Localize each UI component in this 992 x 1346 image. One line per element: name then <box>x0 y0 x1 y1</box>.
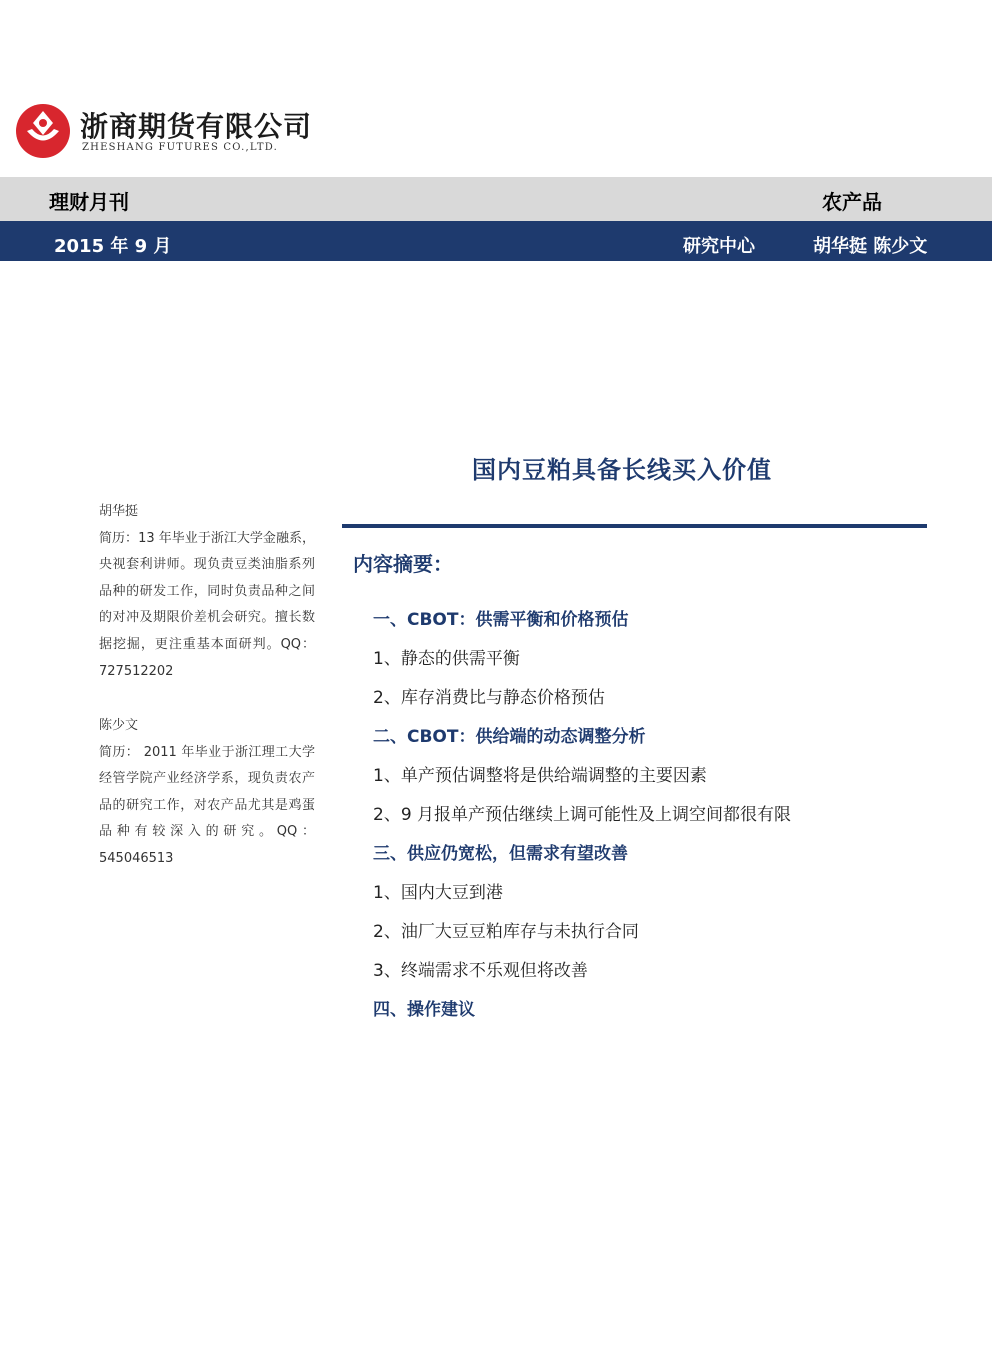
outline-subsection: 1、国内大豆到港 <box>373 883 503 903</box>
company-name-en: ZHESHANG FUTURES CO.,LTD. <box>82 142 278 153</box>
author-name: 胡华挺 <box>99 504 139 519</box>
outline-section: 四、操作建议 <box>373 1000 475 1020</box>
outline-subsection: 2、库存消费比与静态价格预估 <box>373 688 605 708</box>
department: 研究中心 <box>683 236 755 257</box>
author-names: 胡华挺 陈少文 <box>813 236 928 257</box>
date-author-bar <box>0 221 992 261</box>
outline-section: 一、CBOT：供需平衡和价格预估 <box>373 610 629 630</box>
outline-subsection: 3、终端需求不乐观但将改善 <box>373 961 588 981</box>
title-divider <box>342 524 927 528</box>
report-title: 国内豆粕具备长线买入价值 <box>472 456 772 484</box>
report-category: 农产品 <box>822 190 882 214</box>
report-date: 2015 年 9 月 <box>54 236 172 257</box>
outline-subsection: 2、9 月报单产预估继续上调可能性及上调空间都很有限 <box>373 805 792 825</box>
author-name: 陈少文 <box>99 718 139 733</box>
publication-name: 理财月刊 <box>49 190 129 214</box>
outline-section: 三、供应仍宽松，但需求有望改善 <box>373 844 628 864</box>
publication-bar <box>0 177 992 221</box>
outline-subsection: 2、油厂大豆豆粕库存与未执行合同 <box>373 922 639 942</box>
outline-section: 二、CBOT：供给端的动态调整分析 <box>373 727 646 747</box>
outline-subsection: 1、单产预估调整将是供给端调整的主要因素 <box>373 766 707 786</box>
author-bio: 简历： 2011 年毕业于浙江理工大学经管学院产业经济学系，现负责农产品的研究工作，对农产品尤其是鸡蛋品种有较深入的研究。QQ：545046513 <box>99 744 315 866</box>
author-profile <box>99 713 315 873</box>
zheshang-logo-icon <box>14 102 72 160</box>
summary-heading: 内容摘要： <box>353 552 453 576</box>
outline-subsection: 1、静态的供需平衡 <box>373 649 520 669</box>
author-profile <box>99 499 315 685</box>
summary-outline <box>373 603 933 1032</box>
company-name-cn: 浙商期货有限公司 <box>80 110 313 143</box>
company-logo <box>14 102 314 160</box>
author-bio: 简历：13 年毕业于浙江大学金融系，央视套利讲师。现负责豆类油脂系列品种的研发工作，同时负责品种之间的对冲及期限价差机会研究。擅长数据挖掘，更注重基本面研判。QQ：727512202 <box>99 530 315 679</box>
